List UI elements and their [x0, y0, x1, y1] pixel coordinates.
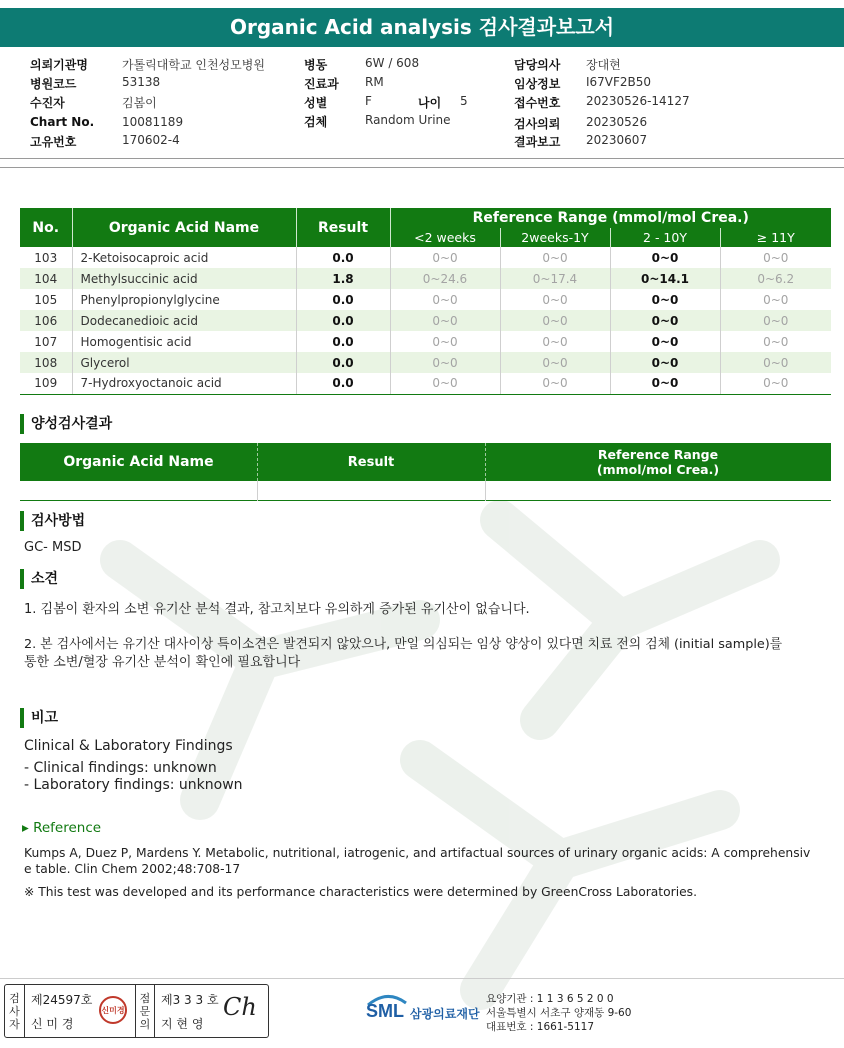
- info-value: 170602-4: [122, 133, 180, 147]
- info-label: 접수번호: [514, 96, 561, 110]
- row-name: Phenylpropionylglycine: [72, 289, 296, 310]
- row-name: 7-Hydroxyoctanoic acid: [72, 373, 296, 394]
- info-value: 10081189: [122, 115, 184, 129]
- info-label: 검체: [304, 115, 328, 129]
- org-name: 삼광의료재단: [410, 1007, 480, 1021]
- label-char: 검: [9, 991, 20, 1005]
- info-label: 성별: [304, 96, 328, 110]
- remarks-line: - Laboratory findings: unknown: [24, 777, 243, 793]
- info-label: 병원코드: [30, 77, 77, 91]
- row-range: 0~0: [720, 247, 831, 268]
- positive-results-table: [20, 443, 831, 501]
- info-label: 수진자: [30, 96, 65, 110]
- row-no: 109: [20, 373, 72, 394]
- row-range: 0~6.2: [720, 268, 831, 289]
- reference-line: Reference Range: [597, 447, 719, 462]
- range-header: <2 weeks: [390, 228, 500, 247]
- signature: Ch: [223, 993, 257, 1021]
- reviewer-license-no: 제3 3 3 호: [161, 993, 219, 1007]
- patient-info: [30, 56, 830, 156]
- row-result: 0.0: [296, 310, 390, 331]
- label-char: 자: [9, 1017, 20, 1031]
- info-label: Chart No.: [30, 115, 95, 129]
- info-label: 검사의뢰: [514, 117, 561, 131]
- range-header: 2weeks-1Y: [500, 228, 610, 247]
- table-row: [20, 373, 831, 394]
- finding-line: 2. 본 검사에서는 유기산 대사이상 특이소견은 발견되지 않았으나, 만일 의심되는 임상 양상이 있다면 치료 전의 검체 (initial sample)를: [24, 637, 783, 652]
- table-row: [20, 247, 831, 268]
- reference-citation: Kumps A, Duez P, Mardens Y. Metabolic, nutritional, iatrogenic, and artifactual sources of urinary organic acids: A comprehensiv: [24, 846, 811, 860]
- age-value: 5: [460, 94, 468, 108]
- row-range: 0~0: [500, 352, 610, 373]
- col-header-result: Result: [347, 454, 395, 470]
- info-value: I67VF2B50: [586, 75, 652, 89]
- info-value: 53138: [122, 75, 161, 89]
- col-header-name: Organic Acid Name: [72, 208, 296, 247]
- age-label: 나이: [418, 96, 442, 110]
- col-header-name: Organic Acid Name: [63, 454, 214, 470]
- stamp-text: 신미경: [101, 1005, 125, 1015]
- info-value: 20230607: [586, 133, 648, 147]
- column-divider: [485, 481, 486, 501]
- row-range: 0~0: [720, 373, 831, 394]
- label-char: 의: [139, 1017, 151, 1031]
- row-result: 0.0: [296, 352, 390, 373]
- positive-table-header: [20, 443, 831, 481]
- row-range: 0~0: [720, 289, 831, 310]
- info-value: 김봄이: [122, 96, 157, 110]
- info-value: 20230526-14127: [586, 94, 690, 108]
- row-result: 0.0: [296, 247, 390, 268]
- info-value: 20230526: [586, 115, 648, 129]
- row-range: 0~0: [720, 352, 831, 373]
- table-row: [20, 310, 831, 331]
- org-details: [486, 992, 631, 1034]
- reference-line: (mmol/mol Crea.): [596, 462, 720, 477]
- row-range-highlight: 0~0: [610, 373, 720, 394]
- table-row: [20, 352, 831, 373]
- row-result: 1.8: [296, 268, 390, 289]
- row-name: Glycerol: [72, 352, 296, 373]
- section-heading-remarks: 비고: [20, 708, 58, 728]
- row-range: 0~24.6: [390, 268, 500, 289]
- row-no: 108: [20, 352, 72, 373]
- org-code: 요양기관 : 1 1 3 6 5 2 0 0: [486, 993, 614, 1005]
- label-char: 사: [9, 1004, 20, 1018]
- row-range-highlight: 0~14.1: [610, 268, 720, 289]
- row-no: 107: [34, 334, 58, 349]
- row-name: Dodecanedioic acid: [72, 310, 296, 331]
- row-range: 0~0: [720, 331, 831, 352]
- row-range: 0~0: [500, 331, 610, 352]
- info-label: 결과보고: [514, 135, 561, 149]
- section-heading-method: 검사방법: [20, 511, 85, 531]
- info-label: 병동: [304, 58, 328, 72]
- info-value: Random Urine: [365, 113, 451, 127]
- disclaimer-note: ※ This test was developed and its performance characteristics were determined by GreenCross Laboratories.: [24, 885, 698, 899]
- row-range: 0~0: [390, 352, 500, 373]
- remarks-line: Clinical & Laboratory Findings: [24, 738, 233, 754]
- row-range: 0~0: [390, 310, 500, 331]
- row-range: 0~0: [390, 247, 500, 268]
- row-range-highlight: 0~0: [610, 331, 720, 352]
- row-range: 0~0: [720, 310, 831, 331]
- row-range: 0~0: [500, 373, 610, 394]
- divider: [0, 167, 844, 168]
- row-no: 103: [34, 250, 58, 265]
- row-range: 0~0: [390, 289, 500, 310]
- row-result: 0.0: [296, 289, 390, 310]
- divider: [0, 978, 844, 979]
- finding-line: 1. 김봄이 환자의 소변 유기산 분석 결과, 참고치보다 유의하게 증가된 유기산이 없습니다.: [24, 602, 530, 617]
- col-header-reference: [485, 443, 831, 481]
- info-label: 담당의사: [514, 58, 561, 72]
- info-value: RM: [365, 75, 384, 89]
- row-no: 104: [20, 268, 72, 289]
- reference-heading: ▸ Reference: [22, 820, 102, 836]
- reference-citation: e table. Clin Chem 2002;48:708-17: [24, 862, 241, 876]
- sml-logo: [366, 992, 408, 1028]
- row-name: Methylsuccinic acid: [72, 268, 296, 289]
- method-text: GC- MSD: [24, 540, 82, 555]
- section-heading-positive: 양성검사결과: [20, 414, 112, 434]
- info-value: 가톨릭대학교 인천성모병원: [122, 58, 265, 72]
- signature-box: [4, 984, 269, 1038]
- row-range: 0~0: [500, 247, 610, 268]
- column-divider: [485, 443, 486, 481]
- report-title: Organic Acid analysis 검사결과보고서: [0, 8, 844, 47]
- row-range-highlight: 0~0: [610, 289, 720, 310]
- tester-name: 신 미 경: [31, 1017, 74, 1031]
- positive-table-empty-row: [20, 481, 831, 501]
- label-char: 문: [139, 1004, 151, 1018]
- row-range-highlight: 0~0: [610, 247, 720, 268]
- row-no: 105: [34, 292, 58, 307]
- table-row: [20, 268, 831, 289]
- org-address: 서울특별시 서초구 양재동 9-60: [486, 1007, 632, 1019]
- row-result: 0.0: [296, 373, 390, 394]
- row-range: 0~0: [500, 310, 610, 331]
- divider: [0, 158, 844, 159]
- reviewer-name: 지 현 영: [161, 1017, 204, 1031]
- info-label: 의뢰기관명: [30, 58, 88, 72]
- row-name: Homogentisic acid: [72, 331, 296, 352]
- column-divider: [257, 481, 258, 501]
- table-row: [20, 289, 831, 310]
- row-no: 106: [20, 310, 72, 331]
- row-range-highlight: 0~0: [610, 310, 720, 331]
- tester-label: [5, 985, 25, 1037]
- row-range: 0~17.4: [500, 268, 610, 289]
- row-range: 0~0: [390, 373, 500, 394]
- row-range: 0~0: [500, 289, 610, 310]
- seal-stamp: [99, 996, 127, 1024]
- row-result: 0.0: [296, 331, 390, 352]
- table-row: [20, 331, 831, 352]
- col-header-reference: Reference Range (mmol/mol Crea.): [390, 208, 831, 228]
- results-table: [20, 208, 831, 395]
- tester-license-no: 제24597호: [31, 993, 93, 1007]
- col-header-no: No.: [20, 208, 72, 247]
- reviewer-label: [135, 985, 155, 1037]
- row-range: 0~0: [390, 331, 500, 352]
- range-header: ≥ 11Y: [720, 228, 831, 247]
- col-header-result: Result: [296, 208, 390, 247]
- column-divider: [257, 443, 258, 481]
- info-value: 6W / 608: [365, 56, 420, 70]
- info-value: 장대현: [586, 58, 621, 72]
- info-value: F: [365, 94, 372, 108]
- info-label: 진료과: [304, 77, 339, 91]
- org-phone: 대표번호 : 1661-5117: [486, 1021, 595, 1033]
- info-label: 임상정보: [514, 77, 561, 91]
- range-header: 2 - 10Y: [610, 228, 720, 247]
- logo-text: SML: [366, 1001, 404, 1021]
- remarks-line: - Clinical findings: unknown: [24, 760, 217, 776]
- section-heading-findings: 소견: [20, 569, 58, 589]
- row-name: 2-Ketoisocaproic acid: [72, 247, 296, 268]
- row-range-highlight: 0~0: [610, 352, 720, 373]
- finding-line: 통한 소변/혈장 유기산 분석이 확인에 필요합니다: [24, 655, 301, 670]
- label-char: 점: [139, 991, 151, 1005]
- info-label: 고유번호: [30, 135, 77, 149]
